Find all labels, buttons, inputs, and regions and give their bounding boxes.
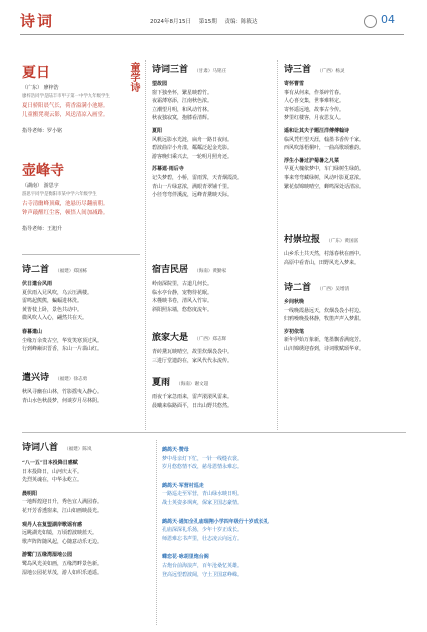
- poem-title: 晨明阳: [22, 490, 38, 497]
- poem-line: 登高远望碧波阔，守土卫国意峥嵘。: [162, 571, 243, 578]
- section-heading: 夏雨 （海南）谢文超: [152, 378, 209, 388]
- divider: [22, 432, 406, 433]
- poem-group-col2a: [152, 62, 272, 200]
- poem-title: 夏日: [22, 65, 50, 81]
- poem-group-col3c: [284, 280, 406, 354]
- poem-line: 记失梦碧，小桥，雷雨霁，天青烟霞淡。: [152, 174, 243, 181]
- column-divider: [145, 60, 146, 430]
- issue-meta: [150, 17, 264, 25]
- poem-line: 夏日骄阳晨气长，荷香溢满小池塘。: [22, 102, 109, 109]
- poem-group-col3a: [284, 62, 406, 191]
- page-number: 04: [381, 13, 395, 26]
- poem-line: 岭南深院里，古道几何长。: [152, 281, 213, 287]
- poem-line: 青山一片绿意浓，满眼青翠铺千里。: [152, 183, 233, 190]
- poem-line: 游客晚归乘兴去，一轮明月照舟还。: [152, 153, 233, 160]
- poem-line: 高原中看青山，田野风光入梦来。: [284, 259, 360, 266]
- poem-xiayu: [152, 375, 272, 410]
- poem-title: 鹧鸪天·军营村巡走: [162, 482, 204, 489]
- poem-line: 新年伊始万象新，笔墨飘香满庭芳。: [284, 337, 365, 344]
- poem-line: 雨夜千家急雨来，雷声滚滚风雷来。: [152, 394, 233, 400]
- poem-line: 木槿映书卷，清风入竹帘。: [152, 298, 213, 305]
- poem-line: 归鸦噪晚投林静，牧笛声声入梦甜。: [284, 316, 365, 323]
- divider: [22, 254, 140, 255]
- poem-line: 三进厅堂遗韵在，家风代代永流传。: [152, 357, 233, 364]
- section-heading: 诗词三首 （甘肃）马铭庄: [152, 65, 227, 75]
- poem-line: 儿童搬凳观云影，风送清凉入画堂。: [22, 112, 109, 119]
- poem-title: 苏幕遮·雨后寺: [152, 166, 184, 173]
- poem-line: 夜霜薄寒添，江南秋色浓。: [152, 98, 213, 105]
- poem-title: 望故园: [152, 81, 168, 87]
- poem-title: 乡间秋晚: [284, 299, 305, 305]
- circle-ornament-icon: [364, 15, 377, 28]
- poem-title: 遥和让其夫子题汪洋傅傅翰诗: [284, 127, 350, 134]
- teacher-credit: 指导老师：罗小铭: [22, 127, 63, 134]
- poem-line: 青砖黛瓦映晴空，故里炊烟袅袅中。: [152, 349, 233, 355]
- poem-line: 小径弯弯伴溪流，远峰青黛映天际。: [152, 192, 233, 199]
- poem-line: 尘缘万余贵古空，华发笑寒顶过风。: [22, 337, 103, 344]
- poem-line: 碧波曲岸小舟漾，粼粼泛起金光影。: [152, 145, 233, 152]
- poem-gan: [22, 370, 140, 405]
- column-divider: [277, 60, 278, 430]
- poem-region: （广东）: [22, 85, 43, 91]
- poem-author: 廖梓浩: [43, 85, 59, 91]
- poem-line: 日本投降日，山河庆太平。: [22, 468, 83, 475]
- poem-line: 梦中母亲灯下忙，一针一线缝衣裳。: [162, 455, 243, 462]
- poem-line: 晨曦来临路面平，日出山野共悠然。: [152, 402, 233, 409]
- vertical-banner: 童学诗: [128, 62, 139, 92]
- poem-line: 师恩难忘书声里，壮志凌云向远方。: [162, 535, 243, 542]
- issue-number: 第15期: [198, 19, 217, 25]
- section-heading: 村崇垃报 （广东）黄国富: [284, 235, 359, 245]
- poem-title: 岁初依笔: [284, 328, 305, 335]
- poem-line: 人心喜交集，世事难料定。: [284, 98, 345, 105]
- poem-line: 梦里红楼客，月夜思友人。: [284, 115, 345, 122]
- poem-line: 秋夜独寂寞，抱膝看清辉。: [152, 115, 213, 122]
- poem-line: 窗下独坐怀，繁星映碧竹。: [152, 89, 213, 96]
- poem-author: 游思宇: [43, 183, 59, 189]
- poem-title: 寄怀曹雪: [284, 81, 305, 87]
- poem-line: 雷鸣起熊熊，蝙蝠进林洗。: [22, 298, 83, 305]
- poem-line: 古寺清幽峰顶藏，池悬历尽翻前朝。: [22, 200, 109, 207]
- poem-title: 夏阳: [152, 127, 163, 134]
- poem-cunchong: [284, 232, 406, 267]
- poem-line: 岁月悠悠情不改，慈母恩情永难忘。: [162, 464, 243, 471]
- poem-title: “八一五”日本投降日感赋: [22, 460, 78, 466]
- column-divider: [156, 440, 157, 625]
- poem-line: 古炮台前海浪声，百年沧桑忆英雄。: [162, 562, 243, 569]
- poem-line: 山川锦绣迎春到，诗词歌赋颂华章。: [284, 345, 365, 352]
- poem-group-bottom-right: [162, 446, 406, 579]
- poem-title: 伏日遣台风雨: [22, 281, 53, 287]
- poem-title: 壶峰寺: [22, 163, 64, 179]
- poem-title: 浮生小暑过沪菊暑之凡菜: [284, 157, 340, 164]
- section-heading: 宿吉民居 （海南）黄勤家: [152, 265, 227, 275]
- section-heading: 遣兴诗 （福建）徐志勇: [22, 373, 88, 383]
- poem-title: 鹧鸪天·赞母: [162, 447, 189, 453]
- poem-region: （湖南）: [22, 183, 43, 189]
- section-heading: 诗二首 （福建）郑国栋: [22, 265, 88, 275]
- header-rule: [20, 34, 404, 35]
- poem-line: 花开芳香透窗来，江山如画映晨光。: [22, 507, 103, 514]
- poem-line: 临水亭台静，宠物待花眠。: [152, 289, 213, 296]
- poem-minju: [152, 262, 272, 314]
- poem-line: 远眺湖光如镜，万顷碧波映蓝天。: [22, 530, 98, 537]
- poem-line: 钟声敲醒红尘客，顿悟人间加减路。: [22, 210, 109, 217]
- poem-line: 鹭岛风光美如画，五缘湾畔景色新。: [22, 560, 103, 567]
- poem-title: 蝶恋花·咏胡里炮台阁: [162, 554, 209, 561]
- poem-line: 一路巡走至军营，青山绿水映日明。: [162, 491, 243, 498]
- poem-hutouzhai: [22, 160, 140, 233]
- section-heading: 诗二首 （广西）吴增清: [284, 283, 350, 293]
- poem-line: 歌声阵阵随风起，心随意动乐无边。: [22, 538, 103, 545]
- issue-editor: 责编：陈筱达: [224, 19, 258, 25]
- section-heading: 诗三首 （广西）杨灵: [284, 65, 345, 75]
- poem-line: 一地辉煌迎日升，秀色宜人满园春。: [22, 499, 103, 506]
- poem-line: 夏伏雨入兄风吹，乌云压满楼。: [22, 289, 93, 296]
- poem-title: 春暮遣山: [22, 328, 43, 335]
- poem-line: 事来弯弯藏绿树，风动叶影夏意浓。: [284, 174, 365, 181]
- teacher-credit: 指导老师：王旭升: [22, 225, 63, 232]
- poem-line: 微风吹人入心，翩然共在天。: [22, 315, 88, 322]
- poem-line: 斜阳照东墙，悠悠度流年。: [152, 306, 213, 313]
- section-heading: 诗词八首 （福建）陈岚: [22, 443, 92, 453]
- poem-line: 风帆远影水光涟，扁舟一路日夜间。: [152, 136, 233, 143]
- poem-line: 孔庙深深礼乐扬，少年十岁正成长。: [162, 527, 243, 534]
- poem-line: 湿地公园花草茂，游人如织乐逍遥。: [22, 569, 103, 576]
- poem-xiari: [22, 62, 140, 135]
- poem-line: 山乡乐土共天然，村落春秋在画中。: [284, 251, 365, 257]
- poem-line: 青山水色秋晨梦，何谈岁月尽林阴。: [22, 397, 103, 404]
- poem-group-col1: [22, 262, 140, 354]
- poem-line: 繁花似锦映晴空，蝉鸣深处话清凉。: [284, 183, 365, 190]
- poem-line: 一线晚霞悬远天，炊烟袅袅小村边。: [284, 307, 365, 314]
- issue-date: 2024年8月15日: [150, 19, 191, 25]
- poem-line: 战士英姿多飒爽，保家卫国志豪情。: [162, 499, 243, 506]
- poem-title: 观丹人在复盟湖岸歌谣有感: [22, 521, 83, 528]
- poem-line: 事有从何来，作茶碎竹春。: [284, 89, 345, 96]
- poem-line: 立潮望月明，和风动竹林。: [152, 106, 213, 113]
- poem-line: 寄怀遥远地，故事古今传。: [284, 106, 345, 113]
- poem-group-bottom-left: [22, 440, 152, 577]
- section-logo: 诗词: [20, 12, 55, 30]
- poem-line: 秋风寻幽在山林，竹影摇曳入静心。: [22, 389, 103, 395]
- poem-lvjia: [152, 330, 272, 365]
- author-note: 游思宇同学是衡阳市某中学六年级学生: [22, 191, 97, 197]
- author-note: 廖梓浩同学是陆丰市甲子第一中学九年级学生: [22, 93, 110, 99]
- poem-line: 西风吹落梧桐叶，一曲高歌颂雅韵。: [284, 145, 365, 152]
- poem-line: 行到峰巅识晋香，东山一片翡山红。: [22, 346, 103, 353]
- section-heading: 旅家大是 （广西）郑志辉: [152, 333, 227, 343]
- poem-line: 临风凭栏望天涯，翰墨书香传千家。: [284, 136, 365, 143]
- poem-line: 先烈英魂在，中华永屹立。: [22, 477, 83, 484]
- poem-title: 游鹭门五缘湾湿地公园: [22, 552, 73, 559]
- page-header: [0, 0, 427, 38]
- poem-title: 鹧鸪天·通知全孔庙瑞翔小学四年级行十岁成长礼: [162, 518, 269, 525]
- poem-line: 早夏大槐依梦中，车门绿树生绿荫。: [284, 166, 365, 173]
- poem-line: 黄皆枝上卧，景色共动中。: [22, 306, 83, 313]
